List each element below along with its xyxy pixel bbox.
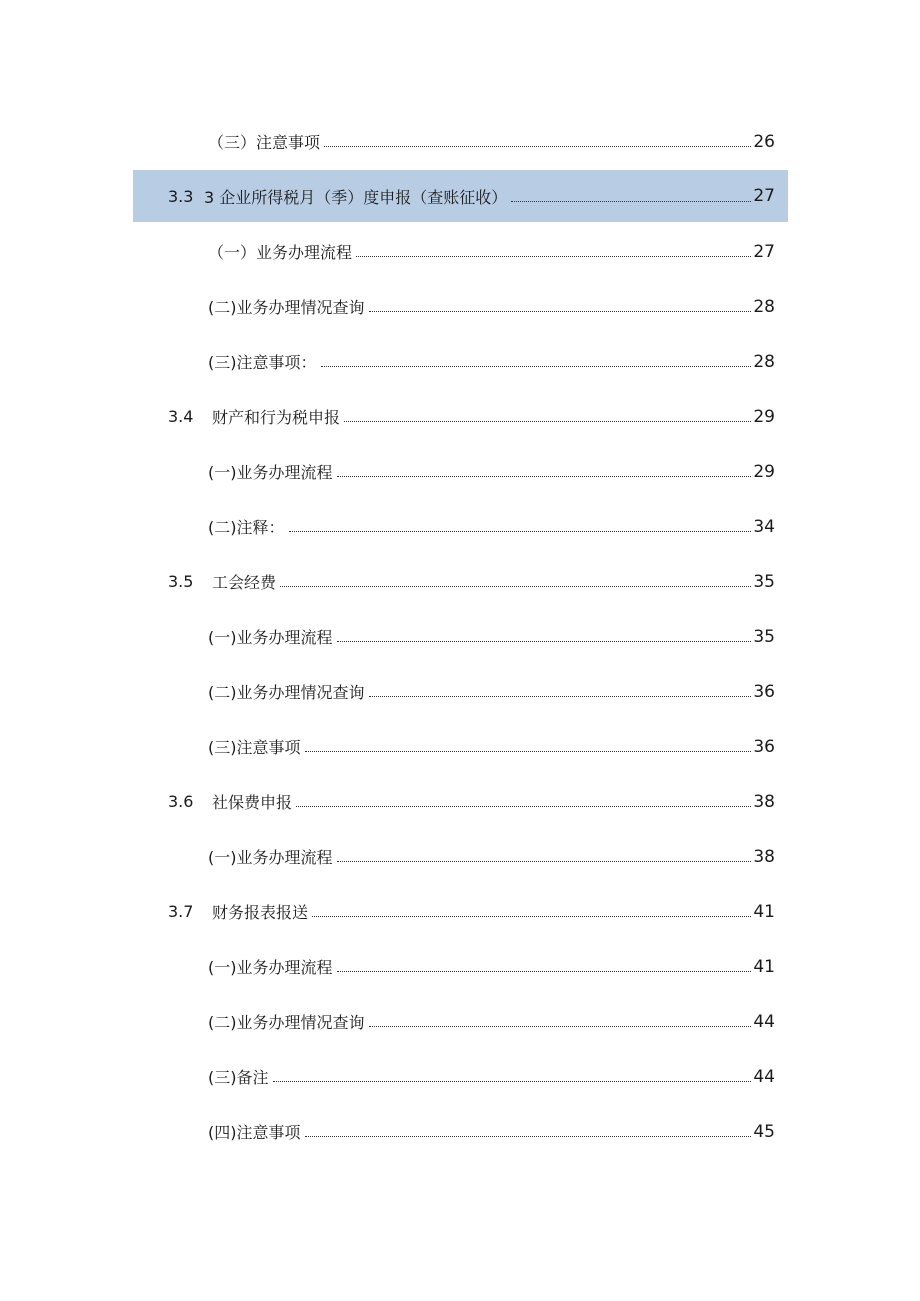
toc-page-number: 27 [753, 186, 775, 206]
toc-dot-leader [369, 1026, 752, 1027]
toc-page-number: 36 [753, 681, 775, 702]
toc-dot-leader [321, 366, 752, 367]
toc-dot-leader [511, 201, 751, 202]
toc-entry-content [208, 224, 775, 279]
toc-page-number: 27 [753, 241, 775, 262]
toc-entry[interactable] [0, 939, 920, 994]
toc-page-number: 44 [753, 1011, 775, 1032]
toc-entry-title: （一）业务办理流程 [208, 243, 353, 262]
toc-page-number: 45 [753, 1121, 775, 1142]
toc-entry-title: (三)注意事项 [208, 738, 301, 757]
toc-page-number: 29 [753, 461, 775, 482]
toc-entry-title: （三）注意事项 [208, 133, 321, 152]
toc-entry-title: 3 企业所得税月（季）度申报（查账征收） [204, 187, 508, 207]
toc-dot-leader [273, 1081, 752, 1082]
toc-page-number: 26 [753, 131, 775, 152]
toc-dot-leader [337, 641, 752, 642]
toc-dot-leader [280, 586, 751, 587]
toc-entry[interactable] [0, 114, 920, 169]
toc-entry-title: (二)业务办理情况查询 [208, 1013, 365, 1032]
toc-page-number: 38 [753, 791, 775, 812]
toc-entry-title: (二)业务办理情况查询 [208, 298, 365, 317]
toc-entry[interactable] [0, 774, 920, 829]
toc-entry[interactable] [0, 499, 920, 554]
toc-entry[interactable] [0, 884, 920, 939]
toc-page-number: 28 [753, 351, 775, 372]
toc-page-number: 41 [753, 956, 775, 977]
toc-entry-title: (二)业务办理情况查询 [208, 683, 365, 702]
toc-section-number: 3.4 [168, 407, 194, 426]
toc-entry-title: (三)注意事项： [208, 353, 317, 372]
toc-entry-content [168, 554, 775, 609]
toc-entry-content [208, 664, 775, 719]
toc-entry-content [208, 719, 775, 774]
toc-section-number: 3.6 [168, 792, 194, 811]
toc-dot-leader [324, 146, 751, 147]
toc-dot-leader [305, 1136, 752, 1137]
toc-entry-content [208, 994, 775, 1049]
toc-dot-leader [312, 916, 751, 917]
toc-entry-content [208, 334, 775, 389]
toc-dot-leader [344, 421, 751, 422]
toc-entry-content [168, 170, 775, 222]
toc-entry-highlighted[interactable] [0, 170, 920, 225]
toc-entry[interactable] [0, 829, 920, 884]
toc-entry-content [208, 609, 775, 664]
toc-dot-leader [369, 696, 752, 697]
toc-dot-leader [337, 861, 752, 862]
toc-entry-content [168, 884, 775, 939]
toc-page-number: 38 [753, 846, 775, 867]
toc-entry-content [208, 829, 775, 884]
toc-entry-content [208, 279, 775, 334]
toc-section-number: 3.7 [168, 902, 194, 921]
toc-dot-leader [356, 256, 751, 257]
toc-entry-content [208, 939, 775, 994]
toc-entry-title: 工会经费 [212, 573, 277, 592]
toc-page-number: 44 [753, 1066, 775, 1087]
toc-dot-leader [337, 476, 752, 477]
toc-entry[interactable] [0, 334, 920, 389]
toc-page-number: 36 [753, 736, 775, 757]
toc-entry-title: (四)注意事项 [208, 1123, 301, 1142]
toc-entry-title: 财产和行为税申报 [212, 408, 341, 427]
toc-entry[interactable] [0, 554, 920, 609]
toc-entry-content [208, 114, 775, 169]
toc-entry[interactable] [0, 389, 920, 444]
toc-entry-content [208, 1049, 775, 1104]
toc-entry[interactable] [0, 719, 920, 774]
toc-entry[interactable] [0, 444, 920, 499]
toc-entry-title: (一)业务办理流程 [208, 628, 333, 647]
toc-page-number: 35 [753, 626, 775, 647]
toc-entry-title: 社保费申报 [212, 793, 293, 812]
toc-entry-title: (一)业务办理流程 [208, 848, 333, 867]
toc-dot-leader [296, 806, 751, 807]
toc-page-number: 35 [753, 571, 775, 592]
toc-section-number: 3.5 [168, 572, 194, 591]
toc-entry-content [168, 774, 775, 829]
toc-page-number: 28 [753, 296, 775, 317]
toc-dot-leader [337, 971, 752, 972]
toc-entry-title: (三)备注 [208, 1068, 269, 1087]
toc-entry-content [208, 444, 775, 499]
toc-entry-content [168, 389, 775, 444]
toc-entry[interactable] [0, 1049, 920, 1104]
toc-page-number: 34 [753, 516, 775, 537]
toc-dot-leader [289, 531, 752, 532]
toc-entry-title: (一)业务办理流程 [208, 958, 333, 977]
toc-page-number: 41 [753, 901, 775, 922]
toc-entry-title: (一)业务办理流程 [208, 463, 333, 482]
toc-entry[interactable] [0, 609, 920, 664]
toc-entry-content [208, 499, 775, 554]
toc-page-number: 29 [753, 406, 775, 427]
toc-section-number: 3.3 [168, 186, 194, 206]
toc-entry[interactable] [0, 224, 920, 279]
toc-entry-content [208, 1104, 775, 1159]
toc-entry[interactable] [0, 279, 920, 334]
toc-entry-title: 财务报表报送 [212, 903, 309, 922]
toc-dot-leader [369, 311, 752, 312]
toc-entry[interactable] [0, 1104, 920, 1159]
toc-dot-leader [305, 751, 752, 752]
toc-entry[interactable] [0, 664, 920, 719]
toc-entry-title: (二)注释： [208, 518, 285, 537]
toc-entry[interactable] [0, 994, 920, 1049]
